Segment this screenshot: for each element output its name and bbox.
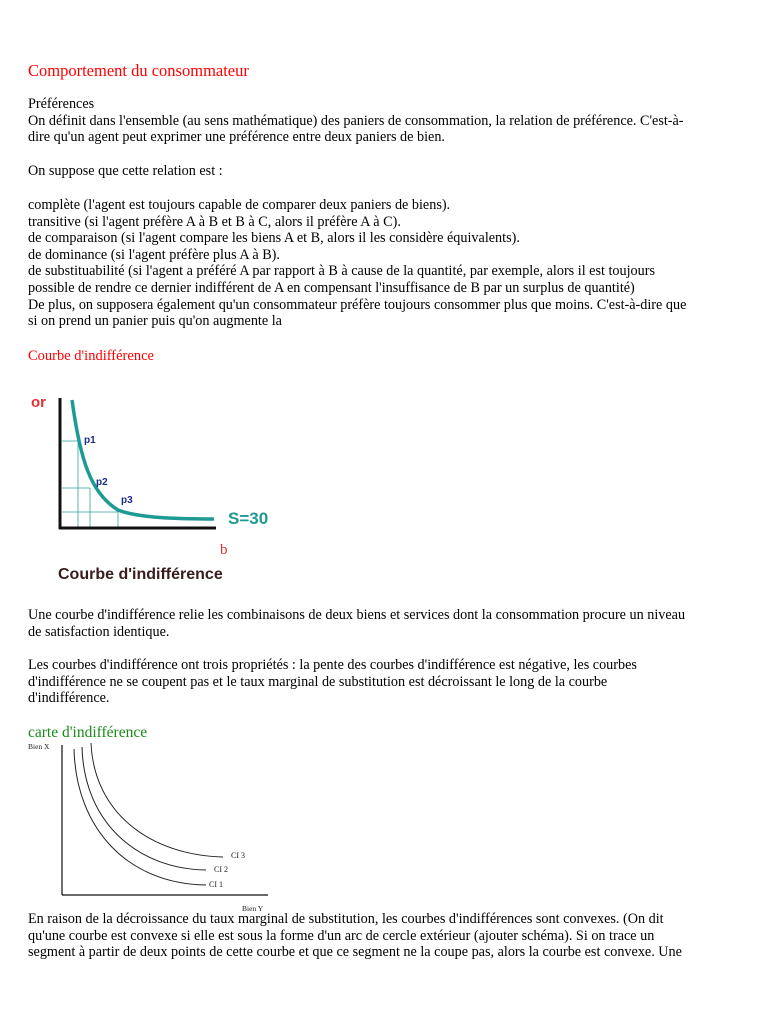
- paragraph-line: Une courbe d'indifférence relie les combinaisons de deux biens et services dont la consommation procure un niveau: [28, 607, 686, 623]
- curve-ci1-label: CI 1: [209, 880, 223, 889]
- property-item: complète (l'agent est toujours capable de comparer deux paniers de biens).: [28, 197, 451, 213]
- property-item: de substituabilité (si l'agent a préféré A par rapport à B à cause de la quantité, par exemple, alors il est toujours: [28, 263, 655, 280]
- preferences-intro-line: On définit dans l'ensemble (au sens mathématique) des paniers de consommation, la relation de préférence. C'est-à-: [28, 112, 684, 129]
- figure2-x-label: Bien Y: [242, 904, 264, 913]
- paragraph-line: d'indifférence ne se coupent pas et le taux marginal de substitution est décroissant le long de la courbe: [28, 673, 608, 690]
- figure1-y-label: or: [31, 394, 46, 411]
- carte-paragraph: [28, 911, 748, 961]
- curve-ci3-label: CI 3: [231, 851, 245, 860]
- point-p1-label: p1: [84, 435, 96, 446]
- page-title: Comportement du consommateur: [28, 61, 249, 80]
- paragraph-line: segment à partir de deux points de cette courbe et que ce segment ne la coupe pas, alors la courbe est convexe. Une: [28, 944, 682, 961]
- figure1-x-label: b: [220, 542, 228, 558]
- property-item: de comparaison (si l'agent compare les biens A et B, alors il les considère équivalents).: [28, 230, 520, 247]
- figure1-guides: [62, 441, 118, 528]
- paragraph-line: Les courbes d'indifférence ont trois propriétés : la pente des courbes d'indifférence est négative, les courbes: [28, 657, 637, 673]
- point-p3-label: p3: [121, 495, 133, 506]
- properties-list: [28, 197, 748, 330]
- courbe-paragraph-1: [28, 607, 748, 640]
- curve-ci1: [74, 749, 206, 885]
- suppose-text: On suppose que cette relation est :: [28, 163, 223, 179]
- curve-ci2-label: CI 2: [214, 865, 228, 874]
- property-item: De plus, on supposera également qu'un consommateur préfère toujours consommer plus que moins. C'est-à-dire que: [28, 296, 687, 313]
- figure1-caption: Courbe d'indifférence: [58, 566, 223, 583]
- property-item: si on prend un panier puis qu'on augmente la: [28, 313, 282, 330]
- paragraph-line: d'indifférence.: [28, 690, 110, 707]
- courbe-paragraph-2: [28, 657, 748, 707]
- paragraph-line: qu'une courbe est convexe si elle est sous la forme d'un arc de cercle extérieur (ajouter schéma). Si on trace un: [28, 927, 655, 944]
- preferences-intro-line: dire qu'un agent peut exprimer une préférence entre deux paniers de bien.: [28, 129, 445, 146]
- point-p2-label: p2: [96, 477, 108, 488]
- paragraph-line: de satisfaction identique.: [28, 623, 170, 640]
- carte-heading: carte d'indifférence: [28, 724, 148, 741]
- property-item: transitive (si l'agent préfère A à B et B à C, alors il préfère A à C).: [28, 213, 401, 230]
- property-item: possible de rendre ce dernier indifférent de A en compensant l'insuffisance de B par un surplus de quantité): [28, 279, 635, 296]
- preferences-heading: Préférences: [28, 96, 95, 112]
- curve-ci3: [91, 743, 223, 857]
- paragraph-line: En raison de la décroissance du taux marginal de substitution, les courbes d'indifférences sont convexes. (On dit: [28, 911, 664, 927]
- figure2-y-label: Bien X: [28, 742, 50, 751]
- indifference-map-figure: [28, 741, 278, 913]
- curve-ci2: [82, 747, 206, 870]
- curve-label: S=30: [228, 509, 269, 528]
- preferences-section: [28, 96, 748, 146]
- indifference-curve-figure: [28, 388, 298, 588]
- figure1-curve: [72, 400, 214, 519]
- property-item: de dominance (si l'agent préfère plus A à B).: [28, 246, 280, 263]
- courbe-heading: Courbe d'indifférence: [28, 348, 154, 364]
